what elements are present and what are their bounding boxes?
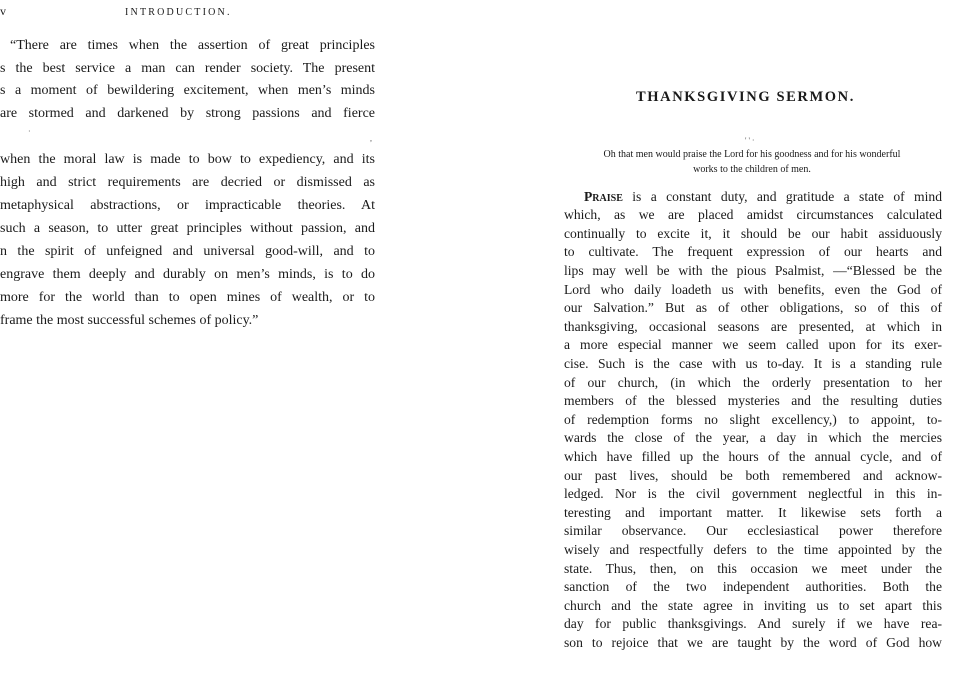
text-line: ledged. Nor is the civil government neglectful in this in- bbox=[564, 486, 942, 501]
text-line: sanction of the two independent authorities. Both the bbox=[564, 579, 942, 594]
text-line: which, as we are placed amidst circumstances calculated bbox=[564, 207, 942, 222]
text-line: state. Thus, then, on this occasion we meet under the bbox=[564, 561, 942, 576]
text-line: similar observance. Our ecclesiastical power therefore bbox=[564, 523, 942, 538]
text-line: teresting and important matter. It likewise sets forth a bbox=[564, 505, 942, 520]
print-speck: · bbox=[28, 127, 31, 136]
text-line: frame the most successful schemes of policy.” bbox=[0, 313, 259, 328]
text-line: continually to excite it, it should be our habit assiduously bbox=[564, 226, 942, 241]
text-line: to cultivate. The frequent expression of our hearts and bbox=[564, 244, 942, 259]
running-head: INTRODUCTION. bbox=[125, 7, 232, 18]
text-line: cise. Such is the case with us to-day. It is a standing rule bbox=[564, 356, 942, 371]
epigraph-line: works to the children of men. bbox=[693, 164, 811, 175]
text-line: members of the blessed mysteries and the resulting duties bbox=[564, 393, 942, 408]
text-line: of redemption forms no slight excellency,) to appoint, to- bbox=[564, 412, 942, 427]
text-line: lips may well be with the pious Psalmist, —“Blessed be the bbox=[564, 263, 942, 278]
print-speck: , bbox=[370, 134, 372, 143]
text-line: when the moral law is made to bow to expediency, and its bbox=[0, 152, 375, 167]
epigraph-line: Oh that men would praise the Lord for his goodness and for his wonderful bbox=[603, 149, 901, 160]
text-line: church and the state agree in inviting us to set apart this bbox=[564, 598, 942, 613]
sermon-title: THANKSGIVING SERMON. bbox=[636, 89, 855, 105]
first-line-rest: is a constant duty, and gratitude a state of mind bbox=[622, 189, 942, 204]
opening-word: Praise bbox=[584, 189, 623, 204]
page-number: v bbox=[0, 4, 6, 18]
text-line: our past lives, should be both remembered and acknow- bbox=[564, 468, 942, 483]
text-line: thanksgiving, occasional seasons are presented, at which in bbox=[564, 319, 942, 334]
text-line: wards the close of the year, a day in which the mercies bbox=[564, 430, 942, 445]
text-line bbox=[584, 188, 942, 206]
text-line: a more especial manner we seem called upon for its exer- bbox=[564, 337, 942, 352]
text-line: s the best service a man can render society. The present bbox=[0, 61, 375, 76]
text-line: son to rejoice that we are taught by the word of God how bbox=[564, 635, 942, 650]
text-line: n the spirit of unfeigned and universal good-will, and to bbox=[0, 244, 375, 259]
text-line: our Salvation.” But as of other obligations, so of this of bbox=[564, 300, 942, 315]
text-line: are stormed and darkened by strong passions and fierce bbox=[0, 106, 375, 121]
text-line: metaphysical abstractions, or impracticable theories. At bbox=[0, 198, 375, 213]
text-line: of our church, (in which the orderly presentation to her bbox=[564, 375, 942, 390]
text-line: Lord who daily loadeth us with benefits, even the God of bbox=[564, 282, 942, 297]
text-line: high and strict requirements are decried or dismissed as bbox=[0, 175, 375, 190]
text-line: more for the world than to open mines of wealth, or to bbox=[0, 290, 375, 305]
right-page bbox=[540, 0, 980, 687]
text-line: wisely and respectfully defers to the time appointed by the bbox=[564, 542, 942, 557]
text-line: such a season, to utter great principles without passion, and bbox=[0, 221, 375, 236]
print-speck: ' ' · bbox=[745, 136, 755, 145]
text-line: “There are times when the assertion of great principles bbox=[10, 38, 375, 53]
left-page bbox=[0, 0, 400, 687]
text-line: s a moment of bewildering excitement, when men’s minds bbox=[0, 83, 375, 98]
text-line: engrave them deeply and durably on men’s minds, is to do bbox=[0, 267, 375, 282]
text-line: day for public thanksgivings. And surely if we have rea- bbox=[564, 616, 942, 631]
text-line: which have filled up the hours of the annual cycle, and of bbox=[564, 449, 942, 464]
